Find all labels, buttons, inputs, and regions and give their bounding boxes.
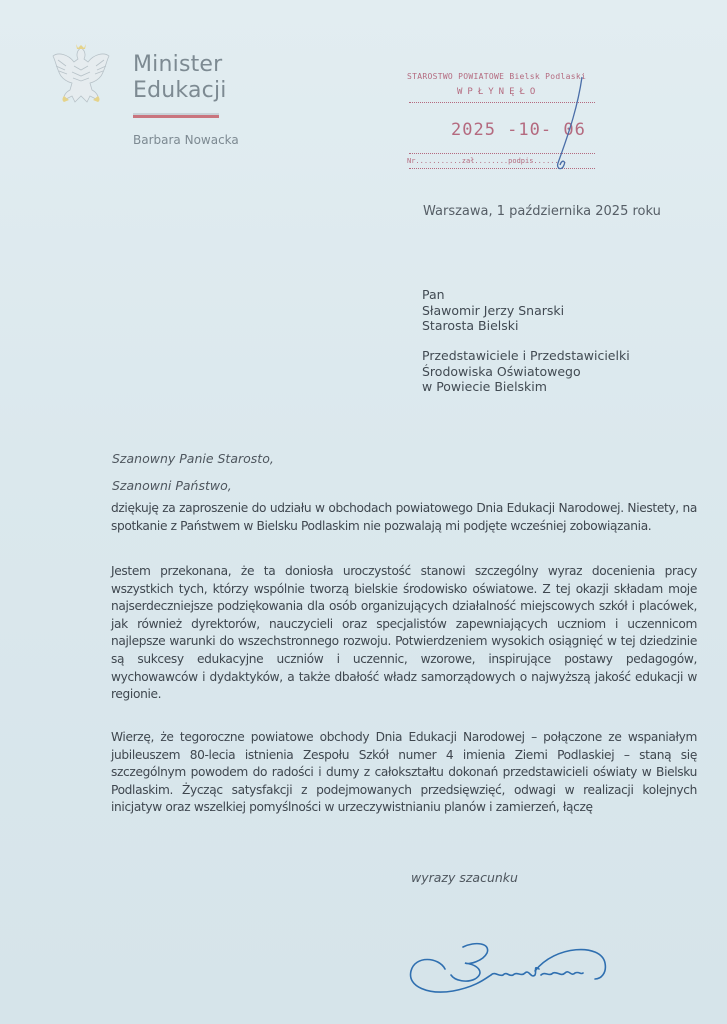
minister-name: Barbara Nowacka xyxy=(133,133,239,147)
place-and-date: Warszawa, 1 października 2025 roku xyxy=(423,204,661,219)
stamp-office-name: STAROSTWO POWIATOWE Bielsk Podlaski xyxy=(407,72,587,81)
closing-phrase: wyrazy szacunku xyxy=(411,870,518,885)
recipient-block xyxy=(422,287,564,334)
stamp-received-label: WPŁYNĘŁO xyxy=(457,87,541,97)
body-paragraph: dziękuję za zaproszenie do udziału w obchodach powiatowego Dnia Edukacji Narodowej. Niestety, na spotkanie z Państwem w Bielsku Podlaskim nie pozwalają mi podjęte wcześniej zobowiązania. xyxy=(111,501,697,533)
ministry-title-line1: Minister xyxy=(133,52,223,77)
recipient-group-line1: Przedstawiciele i Przedstawicielki xyxy=(422,348,630,363)
handwritten-signature xyxy=(405,935,615,1005)
salutation-line2: Szanowni Państwo, xyxy=(112,478,232,493)
recipient-position: Starosta Bielski xyxy=(422,318,519,333)
recipient-group-line2: Środowiska Oświatowego xyxy=(422,363,581,379)
national-flag-rule xyxy=(133,113,219,118)
ministry-title xyxy=(133,52,227,104)
recipient-group-block xyxy=(422,348,630,395)
recipient-group-line3: w Powiecie Bielskim xyxy=(422,379,547,394)
stamp-pen-mark-icon xyxy=(540,75,590,175)
recipient-name: Sławomir Jerzy Snarski xyxy=(422,302,565,318)
body-paragraph: Jestem przekonana, że ta doniosła uroczystość stanowi szczególny wyraz docenienia pracy wszystkich tych, którzy wspólnie tworzą bielskie środowisko oświatowe. Z tej okazji składam moje najserdeczniejsze podziękowania dla osób organizujących działalność miejscowych szkół i placówek, jak również dyrektorów, nauczycieli oraz specjalistów zapewniających uczniom i uczennicom najlepsze warunki do wszechstronnego rozwoju. Potwierdzeniem wysokich osiągnięć w tej dziedzinie są sukcesy edukacyjne uczniów i uczennic, wzorowe, inspirujące postawy pedagogów, wychowawców i dydaktyków, a także dbałość władz samorządowych o najwyższą jakość edukacji w regionie. xyxy=(111,564,697,702)
ministry-title-line2: Edukacji xyxy=(133,78,227,103)
eagle-emblem-icon xyxy=(50,40,112,110)
stamp-number-field: Nr...........zał........podpis........ xyxy=(407,157,568,165)
flag-red-stripe xyxy=(133,115,219,118)
stamp-date: 2025 -10- 06 xyxy=(451,120,586,140)
recipient-title: Pan xyxy=(422,287,445,302)
salutation-line1: Szanowny Panie Starosto, xyxy=(112,451,274,466)
body-paragraph: Wierzę, że tegoroczne powiatowe obchody Dnia Edukacji Narodowej – połączone ze wspaniałym jubileuszem 80-lecia istnienia Zespołu Szkół numer 4 imienia Ziemi Podlaskiej – staną się szczególnym powodem do radości i dumy z całokształtu dokonań przedstawicieli oświaty w Bielsku Podlaskim. Życząc satysfakcji z podejmowanych przedsięwzięć, odwagi w realizacji kolejnych inicjatyw oraz wszelkiej pomyślności w urzeczywistnianiu planów i zamierzeń, łączę xyxy=(111,730,697,815)
